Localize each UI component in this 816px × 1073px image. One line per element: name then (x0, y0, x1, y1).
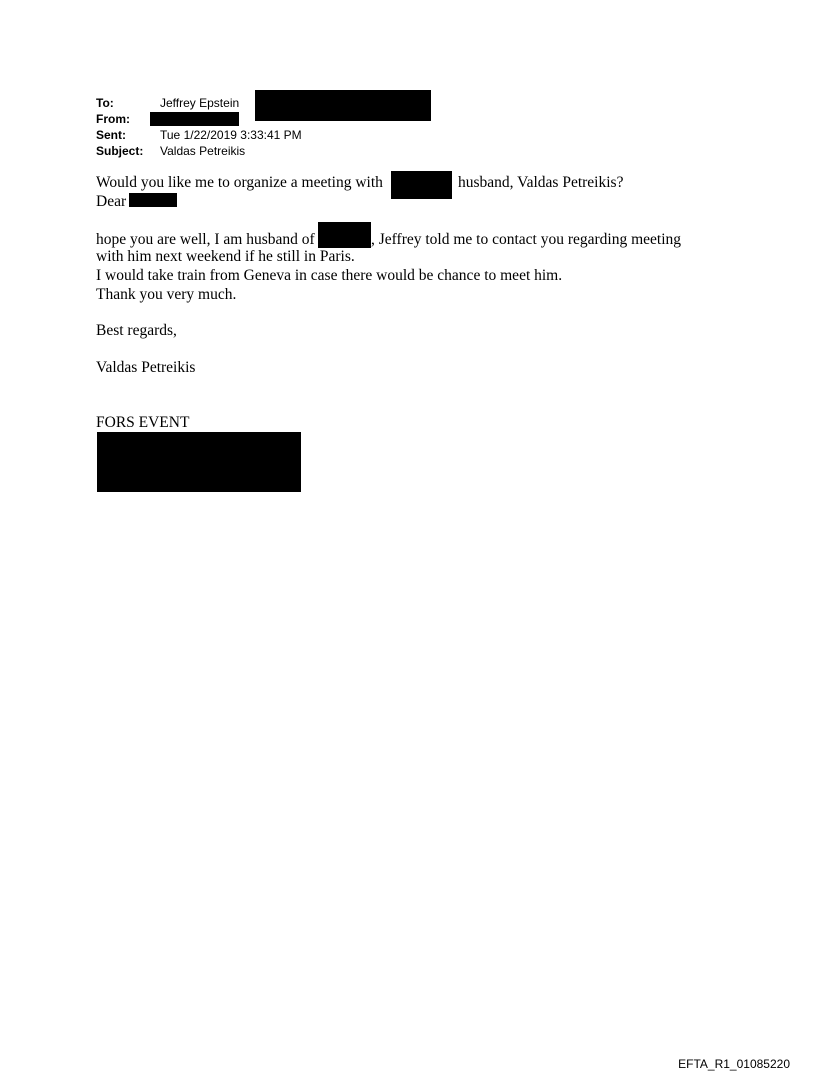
redaction-name-2 (318, 222, 371, 248)
signature-org: FORS EVENT (96, 414, 190, 431)
to-label: To: (96, 96, 114, 110)
body-line-1-prefix: hope you are well, I am husband of (96, 231, 315, 248)
body-line-1-suffix: , Jeffrey told me to contact you regarding meeting (371, 231, 682, 248)
redaction-signature-block (97, 432, 301, 492)
subject-value: Valdas Petreikis (160, 144, 246, 158)
document-id: EFTA_R1_01085220 (678, 1057, 790, 1071)
sent-label: Sent: (96, 128, 126, 142)
sent-value: Tue 1/22/2019 3:33:41 PM (160, 128, 302, 142)
subject-label: Subject: (96, 144, 144, 158)
redaction-name-1 (391, 171, 452, 199)
body-line-3: I would take train from Geneva in case there would be chance to meet him. (96, 267, 563, 284)
body-line-2: with him next weekend if he still in Paris. (96, 248, 355, 265)
question-suffix: husband, Valdas Petreikis? (458, 174, 624, 191)
signature: Valdas Petreikis (96, 359, 196, 376)
from-label: From: (96, 112, 130, 126)
greeting: Dear (96, 193, 127, 210)
closing: Best regards, (96, 322, 177, 339)
redaction-to-address (255, 90, 431, 121)
to-value: Jeffrey Epstein (160, 96, 240, 110)
question-prefix: Would you like me to organize a meeting with (96, 174, 383, 191)
redaction-greeting-name (129, 193, 177, 207)
redaction-from (150, 112, 239, 126)
body-line-4: Thank you very much. (96, 286, 237, 303)
